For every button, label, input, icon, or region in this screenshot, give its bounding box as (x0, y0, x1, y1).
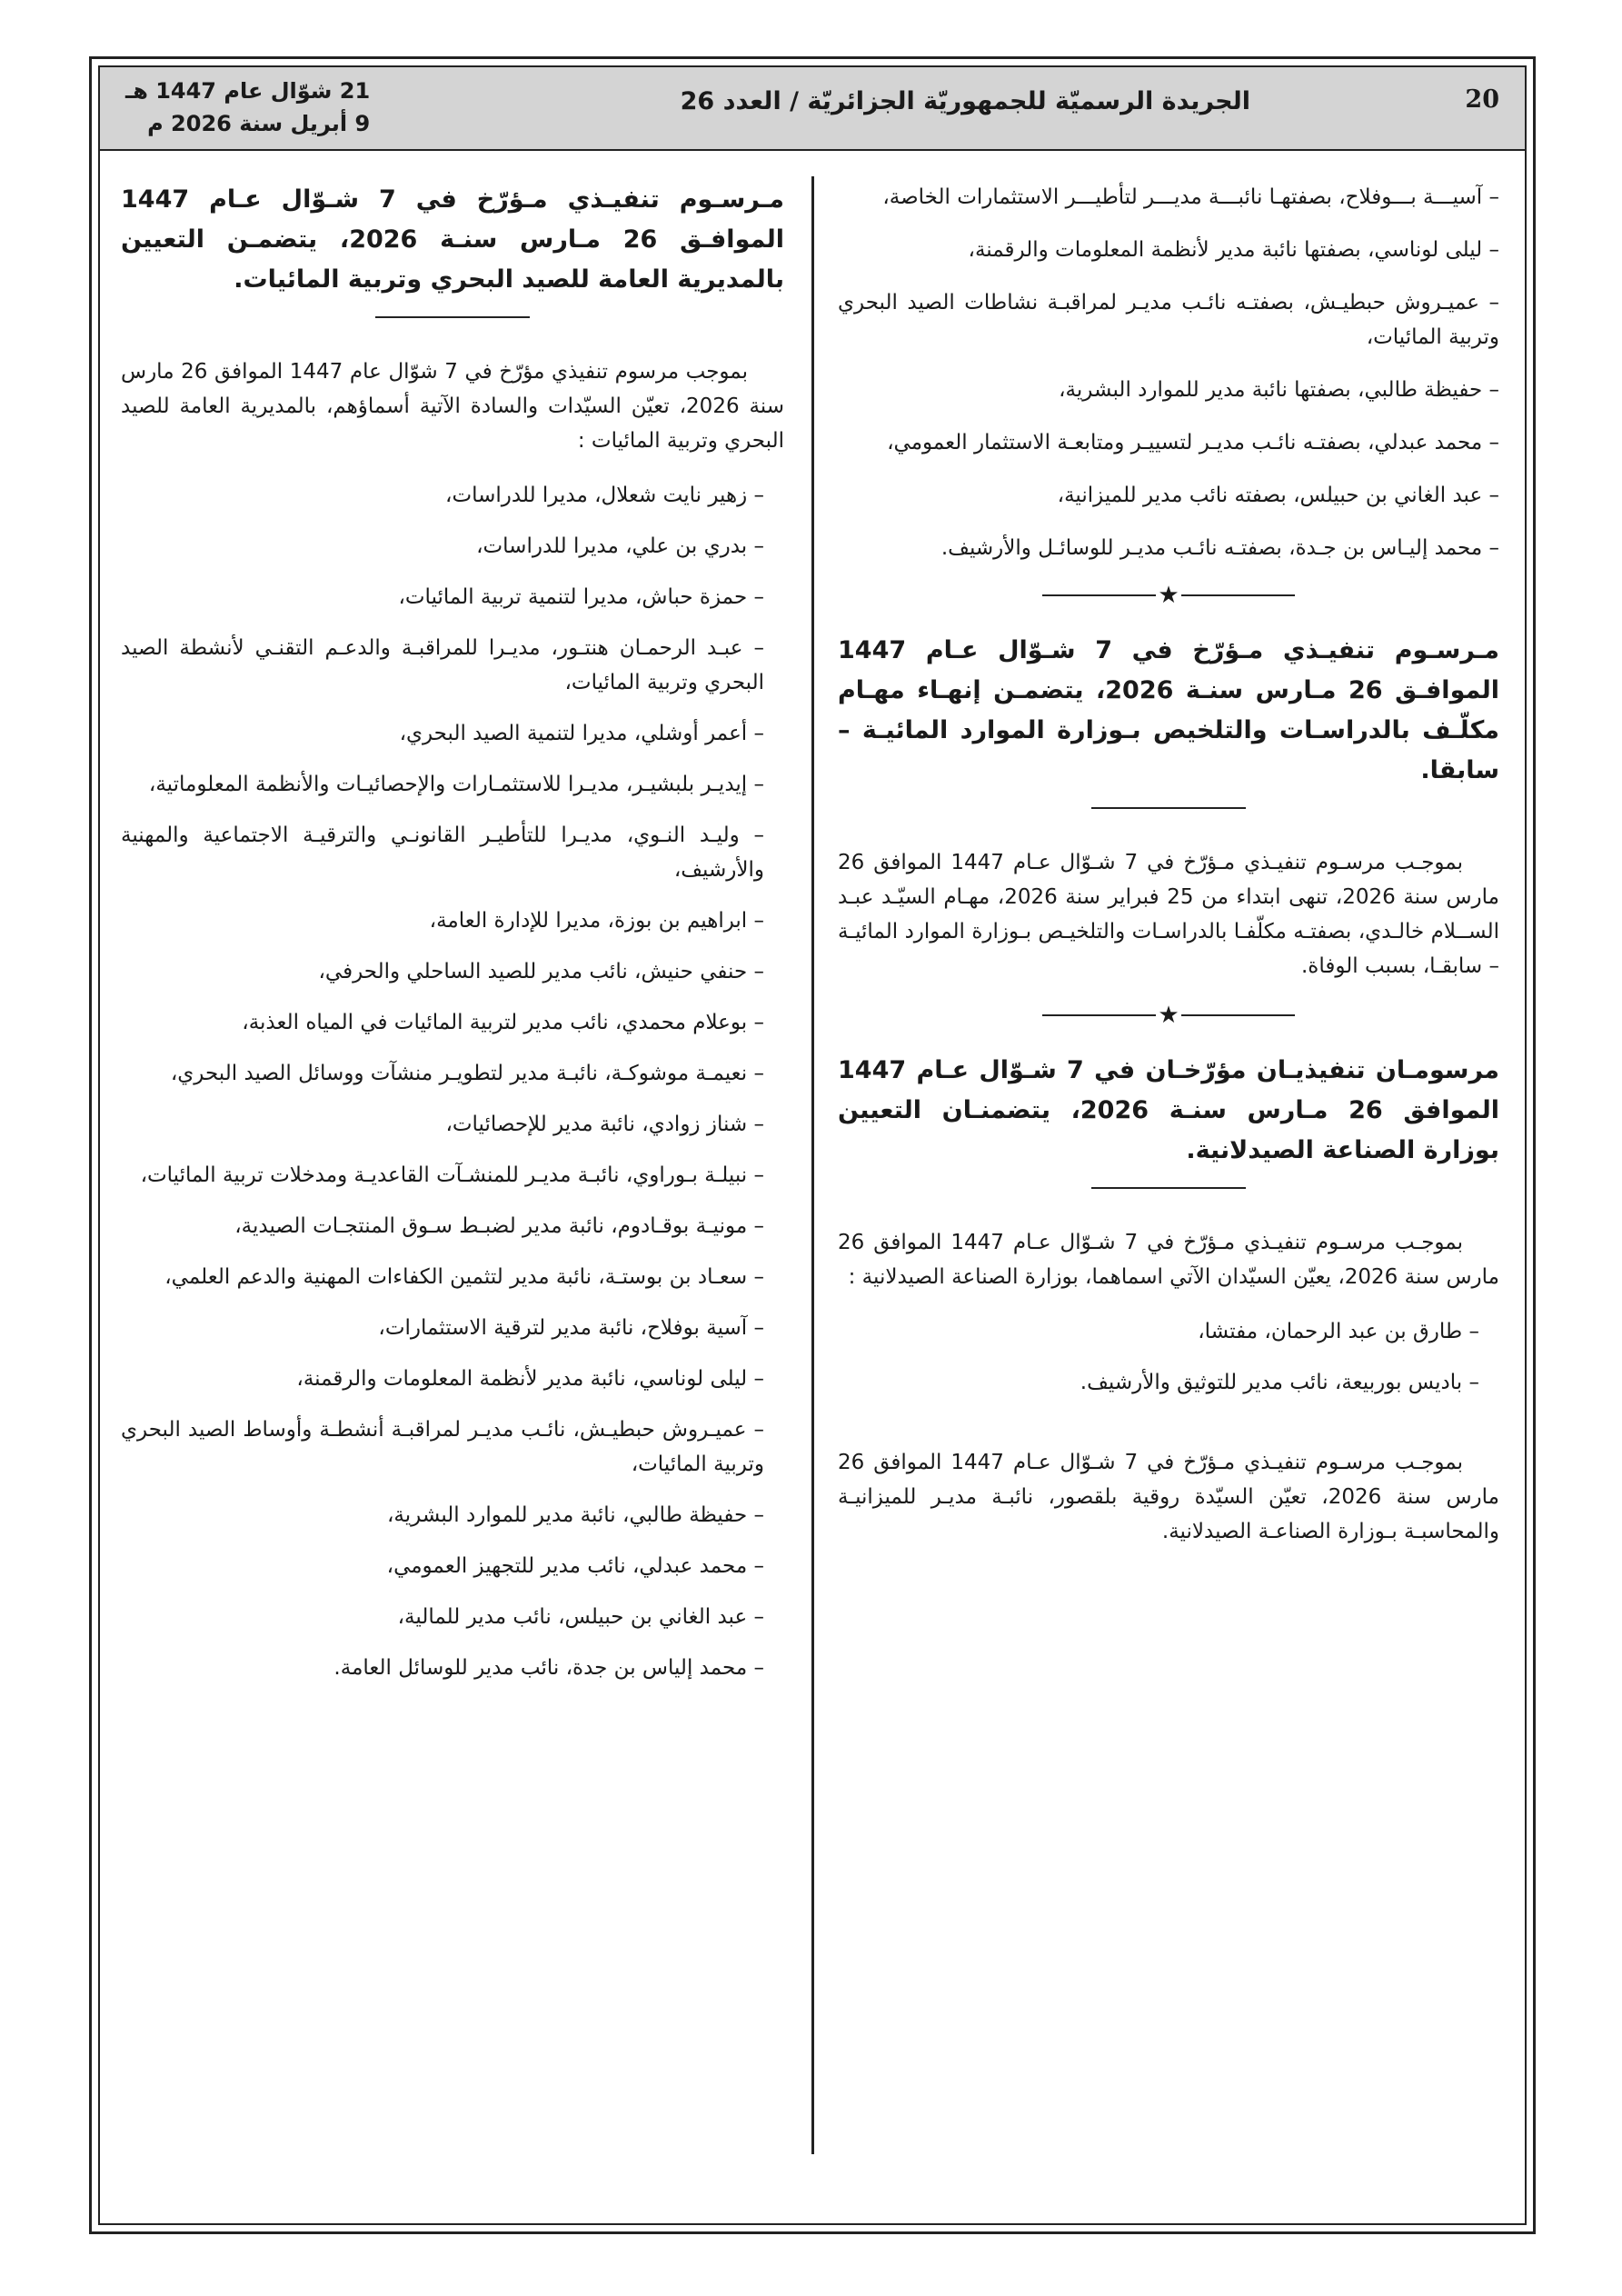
title-rule (1091, 807, 1246, 809)
star-separator (838, 1003, 1499, 1027)
title-rule (375, 316, 530, 318)
decree-title: مرسومـان تنفيذيـان مؤرّخـان في 7 شـوّال عـام 1447 الموافق 26 مـارس سنـة 2026، يتضمنـان التعيين بوزارة الصناعة الصيدلانية. (838, 1056, 1500, 1164)
decree-title: مـرسـوم تنفيـذي مـؤرّخ في 7 شـوّال عـام 1447 الموافـق 26 مـارس سنـة 2026، يتضمـن إنهـاء مهـام مكلّـف بالدراسـات والتلخيص بـوزارة الموارد المائيـة – سابقا. (838, 636, 1499, 784)
decree-body: بموجـب مرسـوم تنفيـذي مـؤرّخ في 7 شـوّال عـام 1447 الموافق 26 مارس سنة 2026، يعيّن السيّدان الآتي اسماهما، بوزارة الصناعة الصيدلانية : (838, 1231, 1499, 1289)
list-item: – عبـد الرحمـان هنتـور، مديـرا للمراقبـة والدعـم التقنـي لأنشطة الصيد البحري وتربية المائيات، (121, 636, 764, 694)
list-item: – إيديـر بلبشيـر، مديـرا للاستثمـارات والإحصائيـات والأنظمة المعلوماتية، (148, 773, 764, 796)
date-gregorian: 9 أبريل سنة 2026 م (147, 111, 371, 136)
list-item: – أعمر أوشلي، مديرا لتنمية الصيد البحري، (399, 722, 764, 745)
list-item: – حفيظة طالبي، بصفتها نائبة مدير للموارد البشرية، (1059, 378, 1499, 402)
list-item: – عميـروش حبطيـش، بصفتـه نائـب مديـر لمراقبـة نشاطات الصيد البحري وتربية المائيات، (838, 291, 1499, 349)
star-separator (838, 584, 1499, 607)
list-item: – محمد إلياس بن جدة، نائب مدير للوسائل العامة. (333, 1656, 764, 1680)
list-item: – محمد عبدلي، نائب مدير للتجهيز العمومي، (386, 1554, 764, 1578)
list-item: – طارق بن عبد الرحمان، مفتشا، (1198, 1320, 1479, 1343)
appointments-list (121, 478, 784, 1685)
list-item: – حنفي حنيش، نائب مدير للصيد الساحلي والحرفي، (318, 960, 764, 983)
decree-body: بموجـب مرسـوم تنفيـذي مـؤرّخ في 7 شـوّال عـام 1447 الموافق 26 مارس سنة 2026، تعيّن السيّدة روقية بلقصور، نائبـة مديـر للميزانيـة والمحاسبـة بـوزارة الصناعـة الصيدلانية. (838, 1451, 1499, 1543)
date-hijri: 21 شوّال عام 1447 هـ (125, 78, 371, 104)
continued-appointments-list (838, 180, 1499, 565)
list-item: – وليـد النـوي، مديـرا للتأطيـر القانونـي والترقيـة الاجتماعية والمهنية والأرشيف، (121, 824, 764, 882)
star-icon: ★ (1158, 1002, 1179, 1029)
decree-body: بموجـب مرسـوم تنفيـذي مـؤرّخ في 7 شـوّال عـام 1447 الموافق 26 مارس سنة 2026، تنهى ابتداء من 25 فبراير سنة 2026، مهـام السيّـد عبـد الســلام خالـدي، بصفتـه مكلّفـا بالدراسـات والتلخيـص بـوزارة الموارد المائيـة – سابقـا، بسبب الوفاة. (838, 851, 1499, 978)
list-item: – آسية بوفلاح، نائبة مدير لترقية الاستثمارات، (378, 1316, 764, 1340)
column-divider (811, 176, 814, 2154)
list-item: – شناز زوادي، نائبة مدير للإحصائيات، (445, 1113, 764, 1136)
list-item: – حفيظة طالبي، نائبة مدير للموارد البشرية، (386, 1503, 764, 1527)
list-item: – باديس بوربيعة، نائب مدير للتوثيق والأرشيف. (1080, 1371, 1479, 1394)
issue-date (125, 75, 370, 140)
decree-body: بموجب مرسوم تنفيذي مؤرّخ في 7 شوّال عام 1447 الموافق 26 مارس سنة 2026، تعيّن السيّدات والسادة الآتية أسماؤهم، بالمديرية العامة للصيد البحري وتربية المائيات : (121, 360, 785, 453)
list-item: – محمد عبدلي، بصفتـه نائـب مديـر لتسييـر ومتابعـة الاستثمار العمومي، (887, 431, 1499, 454)
list-item: – ليلى لوناسي، نائبة مدير لأنظمة المعلومات والرقمنة، (296, 1367, 764, 1391)
list-item: – بدري بن علي، مديرا للدراسات، (476, 534, 764, 558)
list-item: – بوعلام محمدي، نائب مدير لتربية المائيات في المياه العذبة، (242, 1011, 764, 1034)
list-item: – محمد إليـاس بن جـدة، بصفتـه نائـب مديـر للوسائـل والأرشيف. (940, 536, 1499, 560)
title-rule (1091, 1187, 1246, 1189)
list-item: – سعـاد بن بوستـة، نائبة مدير لتثمين الكفاءات المهنية والدعم العلمي، (164, 1265, 764, 1289)
list-item: – عبد الغاني بن حبيلس، بصفته نائب مدير للميزانية، (1057, 484, 1499, 507)
list-item: – مونيـة بوقـادوم، نائبة مدير لضبـط سـوق المنتجـات الصيدية، (234, 1214, 764, 1238)
list-item: – زهير نايت شعلال، مديرا للدراسات، (445, 484, 764, 507)
list-item: – آسيـــة بـــوفلاح، بصفتهـا نائبـــة مديـــر لتأطيـــر الاستثمارات الخاصة، (882, 185, 1499, 209)
list-item: – نبيلـة بـوراوي، نائبـة مديـر للمنشـآت القاعديـة ومدخلات تربية المائيات، (140, 1163, 764, 1187)
list-item: – ابراهيم بن بوزة، مديرا للإدارة العامة، (429, 909, 764, 933)
star-icon: ★ (1158, 582, 1179, 609)
list-item: – نعيمـة موشوكـة، نائبـة مدير لتطويـر منشآت ووسائل الصيد البحري، (170, 1062, 764, 1085)
list-item: – حمزة حباش، مديرا لتنمية تربية المائيات، (398, 585, 764, 609)
page-number: 20 (1465, 85, 1499, 114)
list-item: – ليلى لوناسي، بصفتها نائبة مدير لأنظمة المعلومات والرقمنة، (968, 238, 1499, 262)
list-item: – عميـروش حبطيـش، نائـب مديـر لمراقبـة أنشطـة وأوساط الصيد البحري وتربية المائيات، (121, 1418, 764, 1476)
decree-title: مـرسـوم تنفيـذي مـؤرّخ في 7 شـوّال عـام 1447 الموافـق 26 مـارس سنـة 2026، يتضمـن التعيين بالمديرية العامة للصيد البحري وتربية المائيات. (121, 185, 784, 294)
journal-title: الجريدة الرسميّة للجمهوريّة الجزائريّة / العدد 26 (680, 87, 1250, 115)
left-column (121, 180, 784, 1702)
right-column (838, 180, 1499, 1569)
page-header (100, 67, 1525, 151)
list-item: – عبد الغاني بن حبيلس، نائب مدير للمالية، (397, 1605, 764, 1629)
